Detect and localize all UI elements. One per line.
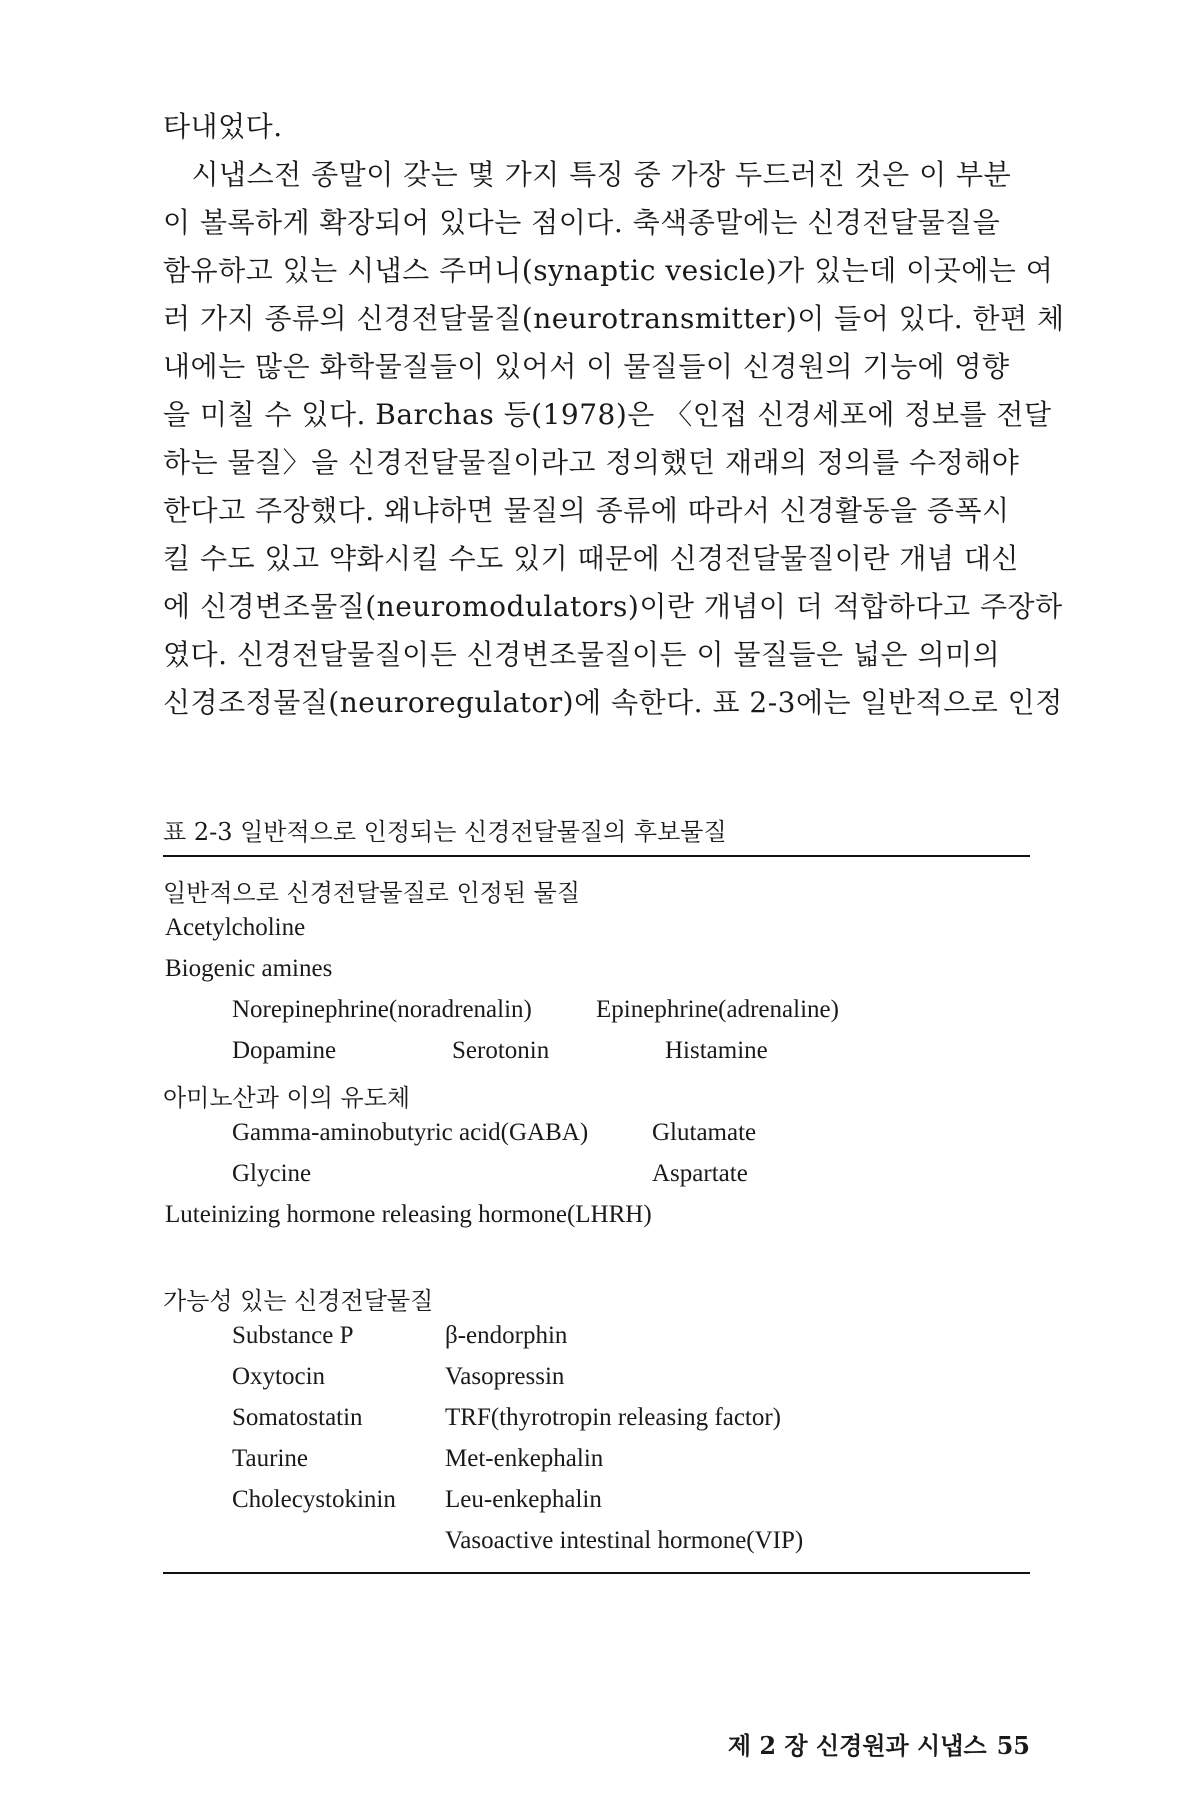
body-line: 에 신경변조물질(neuromodulators)이란 개념이 더 적합하다고 주장하 [163,590,1063,623]
table-item: Substance P [232,1322,354,1349]
table-item: Vasoactive intestinal hormone(VIP) [445,1527,804,1554]
body-line: 하는 물질〉을 신경전달물질이라고 정의했던 재래의 정의를 수정해야 [163,446,1020,479]
body-line: 러 가지 종류의 신경전달물질(neurotransmitter)이 들어 있다. 한편 체 [163,302,1065,335]
section-heading: 가능성 있는 신경전달물질 [163,1287,434,1315]
body-line: 시냅스전 종말이 갖는 몇 가지 특징 중 가장 두드러진 것은 이 부분 [163,158,1012,191]
table-item: Somatostatin [232,1404,363,1431]
table-caption: 표 2-3 일반적으로 인정되는 신경전달물질의 후보물질 [163,818,727,846]
table-item: Norepinephrine(noradrenalin) [232,996,532,1023]
table-item: Leu-enkephalin [445,1486,602,1513]
table-item: Biogenic amines [165,955,333,982]
body-line: 한다고 주장했다. 왜냐하면 물질의 종류에 따라서 신경활동을 증폭시 [163,494,1010,527]
body-line: 였다. 신경전달물질이든 신경변조물질이든 이 물질들은 넓은 의미의 [163,638,1001,671]
page-number: 55 [996,1731,1030,1760]
table-item: Oxytocin [232,1363,326,1390]
table-top-rule [163,855,1030,857]
table-item: Glutamate [652,1119,757,1146]
body-line: 을 미칠 수 있다. Barchas 등(1978)은 〈인접 신경세포에 정보를 전달 [163,398,1052,431]
table-item: Histamine [665,1037,768,1064]
body-line: 이 볼록하게 확장되어 있다는 점이다. 축색종말에는 신경전달물질을 [163,206,1001,239]
body-line: 타내었다. [163,110,283,143]
body-line: 킬 수도 있고 약화시킬 수도 있기 때문에 신경전달물질이란 개념 대신 [163,542,1019,575]
body-line: 함유하고 있는 시냅스 주머니(synaptic vesicle)가 있는데 이곳에는 여 [163,254,1054,287]
table-item: Luteinizing hormone releasing hormone(LHRH) [165,1201,652,1228]
table-item: Taurine [232,1445,308,1472]
body-line: 신경조정물질(neuroregulator)에 속한다. 표 2-3에는 일반적으로 인정 [163,686,1063,719]
table-item: TRF(thyrotropin releasing factor) [445,1404,782,1431]
chapter-title: 제 2 장 신경원과 시냅스 [727,1731,987,1760]
table-item: Serotonin [452,1037,550,1064]
table-item: Gamma-aminobutyric acid(GABA) [232,1119,589,1146]
table-item: Epinephrine(adrenaline) [596,996,839,1023]
table-item: Vasopressin [445,1363,565,1390]
table-item: Aspartate [652,1160,748,1187]
table-item: β-endorphin [445,1322,568,1349]
subsection-heading: 아미노산과 이의 유도체 [163,1084,411,1112]
table-item: Dopamine [232,1037,337,1064]
table-item: Acetylcholine [165,914,306,941]
body-line: 내에는 많은 화학물질들이 있어서 이 물질들이 신경원의 기능에 영향 [163,350,1010,383]
table-bottom-rule [163,1572,1030,1574]
table-item: Glycine [232,1160,312,1187]
section-heading: 일반적으로 신경전달물질로 인정된 물질 [163,879,581,907]
table-item: Met-enkephalin [445,1445,604,1472]
table-item: Cholecystokinin [232,1486,396,1513]
page-footer [700,1726,1030,1761]
